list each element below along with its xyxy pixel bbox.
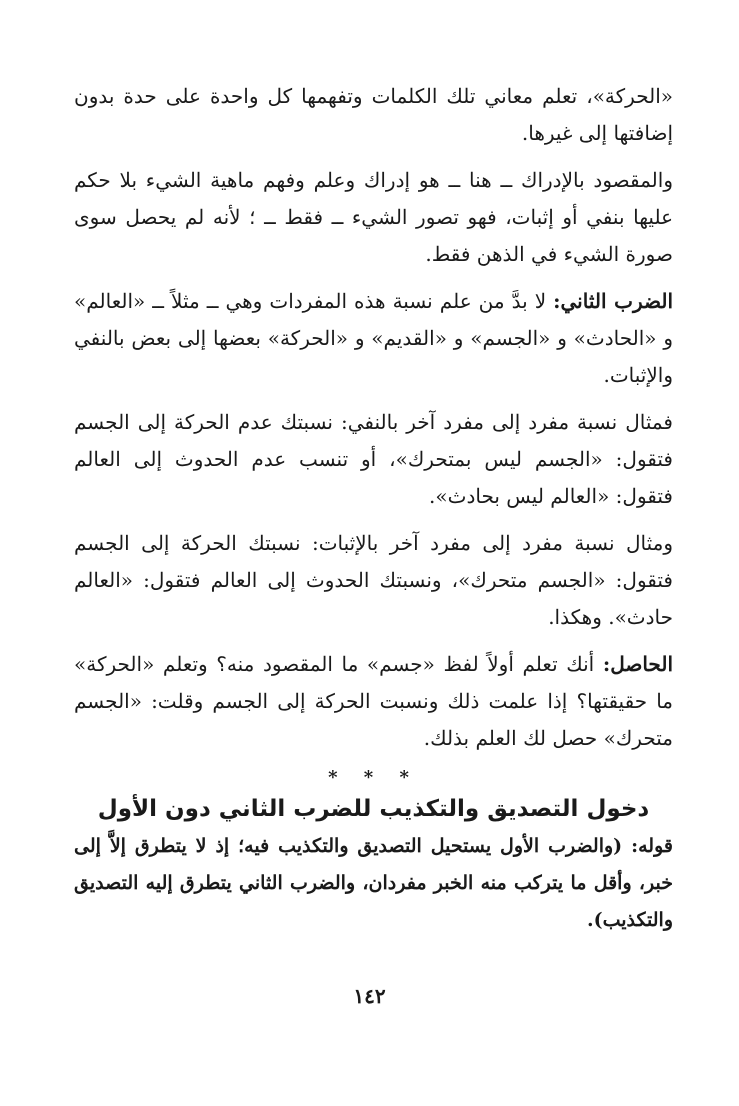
paragraph-2 bbox=[74, 162, 673, 273]
paragraph-4-text: فمثال نسبة مفرد إلى مفرد آخر بالنفي: نسبتك عدم الحركة إلى الجسم فتقول: «الجسم ليس بمتحرك»، أو تنسب عدم الحدوث إلى العالم فتقول: «العالم ليس بحادث». bbox=[74, 410, 673, 508]
paragraph-6-text: أنك تعلم أولاً لفظ «جسم» ما المقصود منه؟ وتعلم «الحركة» ما حقيقتها؟ إذا علمت ذلك ونسبت الحركة إلى الجسم وقلت: «الجسم متحرك» حصل لك العلم بذلك. bbox=[74, 652, 673, 750]
paragraph-6 bbox=[74, 646, 673, 757]
section-separator: * * * bbox=[328, 767, 419, 788]
paragraph-5 bbox=[74, 525, 673, 636]
section-title: دخول التصديق والتكذيب للضرب الثاني دون الأول bbox=[97, 796, 650, 822]
paragraph-3-label: الضرب الثاني: bbox=[553, 289, 674, 313]
paragraph-5-text: ومثال نسبة مفرد إلى مفرد آخر بالإثبات: نسبتك الحركة إلى الجسم فتقول: «الجسم متحرك»، ونسبتك الحدوث إلى العالم فتقول: «العالم حادث». وهكذا. bbox=[74, 531, 673, 629]
paragraph-2-text: والمقصود بالإدراك ــ هنا ــ هو إدراك وعلم وفهم ماهية الشيء بلا حكم عليها بنفي أو إثبات، فهو تصور الشيء ــ فقط ــ ؛ لأنه لم يحصل سوى صورة الشيء في الذهن فقط. bbox=[74, 168, 674, 266]
quoted-passage bbox=[74, 828, 673, 939]
quote-lead: قوله: bbox=[631, 835, 673, 857]
paragraph-3-text: لا بدَّ من علم نسبة هذه المفردات وهي ــ مثلاً ــ «العالم» و «الحادث» و «الجسم» و «القديم» و «الحركة» بعضها إلى بعض بالنفي والإثبات. bbox=[74, 289, 673, 387]
paragraph-4 bbox=[74, 404, 673, 515]
paragraph-1 bbox=[74, 78, 673, 152]
page-number: ١٤٢ bbox=[353, 984, 386, 1008]
paragraph-1-text: «الحركة»، تعلم معاني تلك الكلمات وتفهمها كل واحدة على حدة بدون إضافتها إلى غيرها. bbox=[74, 84, 673, 145]
quote-text: (والضرب الأول يستحيل التصديق والتكذيب فيه؛ إذ لا يتطرق إلاَّ إلى خبر، وأقل ما يتركب منه الخبر مفردان، والضرب الثاني يتطرق إليه التصديق والتكذيب). bbox=[74, 835, 673, 931]
paragraph-3 bbox=[74, 283, 673, 394]
paragraph-6-label: الحاصل: bbox=[602, 652, 673, 676]
